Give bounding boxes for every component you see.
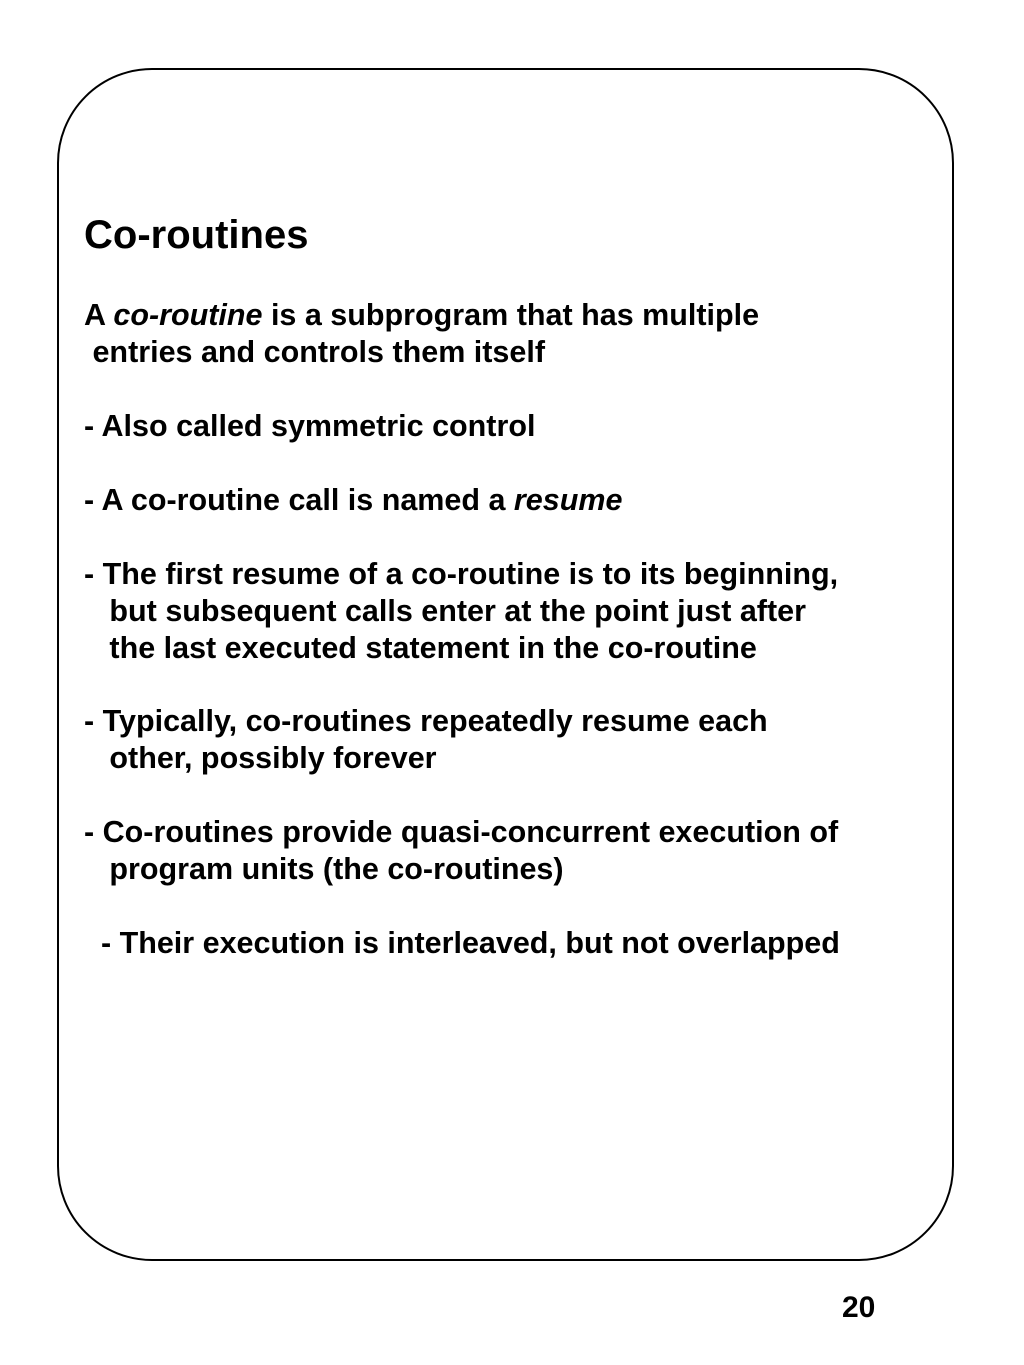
slide-title: Co-routines	[84, 213, 309, 257]
bullet-first-resume-line-2: but subsequent calls enter at the point just after	[84, 594, 806, 628]
definition-prefix: A	[84, 298, 114, 332]
page-number: 20	[842, 1291, 876, 1324]
sub-bullet-interleaved: - Their execution is interleaved, but not overlapped	[84, 926, 840, 960]
bullet-resume-term: resume	[513, 483, 623, 517]
bullet-quasi-concurrent-line-1: - Co-routines provide quasi-concurrent execution of	[84, 815, 839, 849]
definition-line-2: entries and controls them itself	[84, 335, 545, 369]
definition-rest: is a subprogram that has multiple	[262, 298, 760, 332]
bullet-first-resume-line-3: the last executed statement in the co-routine	[84, 631, 757, 665]
bullet-resume	[84, 482, 964, 519]
bullet-typically-line-1: - Typically, co-routines repeatedly resume each	[84, 704, 768, 738]
definition-line-1	[84, 297, 964, 334]
bullet-typically-line-2: other, possibly forever	[84, 741, 437, 775]
definition-term: co-routine	[113, 298, 263, 332]
bullet-quasi-concurrent-line-2: program units (the co-routines)	[84, 852, 564, 886]
bullet-first-resume-line-1: - The first resume of a co-routine is to its beginning,	[84, 557, 839, 591]
bullet-symmetric-control: - Also called symmetric control	[84, 409, 536, 443]
bullet-resume-prefix: - A co-routine call is named a	[84, 483, 514, 517]
